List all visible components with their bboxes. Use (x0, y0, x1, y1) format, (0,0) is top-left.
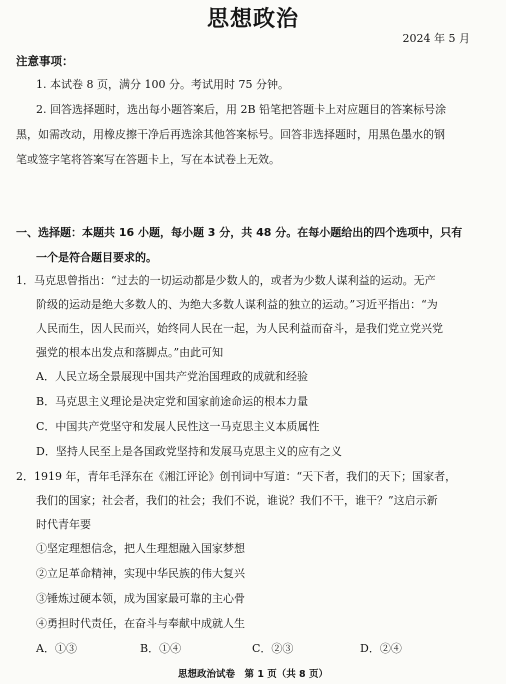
question-1-stem-line-4: 强党的根本出发点和落脚点。”由此可知 (36, 346, 224, 359)
notice-item-2-line-3: 笔或签字笔将答案写在答题卡上，写在本试卷上无效。 (16, 153, 280, 166)
question-2-statement-3: ③锤炼过硬本领，成为国家最可靠的主心骨 (36, 592, 245, 605)
section-1-heading: 一、选择题：本题共 16 小题，每小题 3 分，共 48 分。在每小题给出的四个选项中，只有 (16, 226, 463, 239)
page-title: 思想政治 (206, 7, 299, 32)
question-1-stem-line-2: 阶级的运动是绝大多数人的、为绝大多数人谋利益的独立的运动。”习近平指出：“为 (36, 298, 438, 311)
question-1-option-b: B．马克思主义理论是决定党和国家前途命运的根本力量 (36, 395, 309, 408)
question-1-option-d: D．坚持人民至上是各国政党坚持和发展马克思主义的应有之义 (36, 445, 342, 458)
notice-heading: 注意事项： (16, 54, 74, 68)
question-2-statement-4: ④勇担时代责任，在奋斗与奉献中成就人生 (36, 617, 245, 630)
section-1-heading-cont: 一个是符合题目要求的。 (36, 251, 157, 264)
question-1-option-c: C．中国共产党坚守和发展人民性这一马克思主义本质属性 (36, 420, 320, 433)
question-2-stem-line-3: 时代青年要 (36, 518, 91, 531)
question-2-option-a: A．①③ (36, 642, 77, 655)
question-2-option-b: B．①④ (140, 642, 182, 655)
question-1-stem-line-3: 人民而生，因人民而兴，始终同人民在一起，为人民利益而奋斗，是我们党立党兴党 (36, 322, 443, 335)
question-2-option-d: D．②④ (360, 642, 402, 655)
question-2-stem-line-2: 我们的国家；社会者，我们的社会；我们不说，谁说？我们不干，谁干？”这启示新 (36, 494, 438, 507)
question-2-statement-1: ①坚定理想信念，把人生理想融入国家梦想 (36, 542, 245, 555)
question-2-option-c: C．②③ (252, 642, 294, 655)
notice-item-1: 1. 本试卷 8 页，满分 100 分。考试用时 75 分钟。 (36, 78, 289, 91)
question-1-option-a: A．人民立场全景展现中国共产党治国理政的成就和经验 (36, 370, 308, 383)
notice-item-2-line-2: 黑，如需改动，用橡皮擦干净后再选涂其他答案标号。回答非选择题时，用黑色墨水的钢 (16, 128, 445, 141)
page-footer: 思想政治试卷 第 1 页（共 8 页） (178, 669, 328, 680)
question-2-statement-2: ②立足革命精神，实现中华民族的伟大复兴 (36, 567, 245, 580)
question-2-stem-line-1: 2．1919 年，青年毛泽东在《湘江评论》创刊词中写道：“天下者，我们的天下；国家者， (16, 470, 457, 483)
question-1-stem-line-1: 1．马克思曾指出：“过去的一切运动都是少数人的，或者为少数人谋利益的运动。无产 (16, 274, 436, 287)
exam-date: 2024 年 5 月 (402, 32, 470, 45)
notice-item-2-line-1: 2. 回答选择题时，选出每小题答案后，用 2B 铅笔把答题卡上对应题目的答案标号涂 (36, 103, 447, 116)
